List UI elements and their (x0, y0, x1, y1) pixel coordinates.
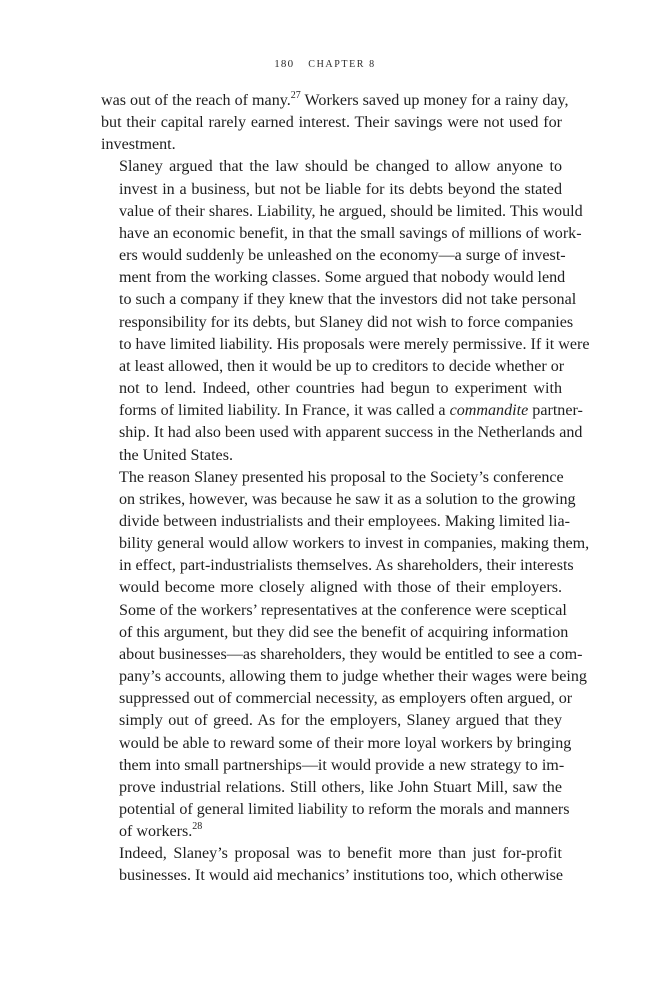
text-line: ers would suddenly be unleashed on the economy—a surge of invest- (119, 247, 566, 265)
text-line: ment from the working classes. Some argued that nobody would lend (119, 269, 566, 287)
text-line: to have limited liability. His proposals were merely permissive. If it were (119, 335, 590, 353)
page-number: 180 (274, 58, 295, 70)
text-line: investment. (101, 136, 176, 154)
text-line: at least allowed, then it would be up to creditors to decide whether or (119, 357, 565, 375)
text-line: businesses. It would aid mechanics’ institutions too, which otherwise (119, 867, 563, 885)
paragraph-3 (101, 467, 590, 844)
text-line: Indeed, Slaney’s proposal was to benefit more than just for-profit (119, 845, 562, 863)
footnote-marker-28: 28 (192, 820, 203, 832)
text-line: Slaney argued that the law should be changed to allow anyone to (119, 158, 562, 176)
text-line: but their capital rarely earned interest. Their savings were not used for (101, 114, 562, 132)
text-line: invest in a business, but not be liable for its debts beyond the stated (119, 180, 562, 198)
text-line: not to lend. Indeed, other countries had begun to experiment with (119, 380, 562, 398)
text-line: The reason Slaney presented his proposal to the Society’s conference (119, 468, 564, 486)
text-line: was out of the reach of many.$^{27}$ Workers saved up money for a rainy day, (101, 89, 569, 109)
text-line: on strikes, however, was because he saw it as a solution to the growing (119, 490, 576, 508)
paragraph-1 (101, 89, 569, 156)
text-line: the United States. (119, 446, 233, 464)
text-line: in effect, part-industrialists themselves. As shareholders, their interests (119, 557, 574, 575)
text-line: responsibility for its debts, but Slaney did not wish to force companies (119, 313, 574, 331)
text-line: have an economic benefit, in that the small savings of millions of work- (119, 224, 582, 242)
text-line: simply out of greed. As for the employers, Slaney argued that they (119, 712, 562, 730)
text-line: potential of general limited liability to reform the morals and manners (119, 801, 570, 818)
body-text (101, 89, 590, 888)
footnote-marker-27: 27 (290, 89, 301, 101)
text-line: them into small partnerships—it would provide a new strategy to im- (119, 756, 565, 774)
text-line: would become more closely aligned with those of their employers. (119, 579, 562, 597)
running-head (0, 58, 650, 70)
text-line: prove industrial relations. Still others, like John Stuart Mill, saw the (119, 778, 562, 796)
paragraph-4 (101, 843, 562, 887)
text-line: to such a company if they knew that the investors did not take personal (119, 291, 577, 309)
text-line: of workers.$^{28}$ (119, 820, 203, 841)
text-line: suppressed out of commercial necessity, as employers often argued, or (119, 690, 573, 708)
text-line: of this argument, but they did see the benefit of acquiring information (119, 623, 569, 641)
text-line: forms of limited liability. In France, it was called a commandite partner- (119, 402, 583, 420)
chapter-label: CHAPTER 8 (308, 59, 376, 70)
text-line: bility general would allow workers to invest in companies, making them, (119, 535, 590, 553)
text-line: would be able to reward some of their more loyal workers by bringing (119, 734, 572, 752)
paragraph-2 (101, 156, 590, 466)
text-line: ship. It had also been used with apparent success in the Netherlands and (119, 424, 583, 442)
text-line: about businesses—as shareholders, they would be entitled to see a com- (119, 645, 583, 663)
text-line: divide between industrialists and their employees. Making limited lia- (119, 512, 570, 530)
text-line: Some of the workers’ representatives at the conference were sceptical (119, 601, 567, 619)
text-line: value of their shares. Liability, he argued, should be limited. This would (119, 202, 583, 220)
text-line: pany’s accounts, allowing them to judge whether their wages were being (119, 668, 587, 686)
italic-term: commandite (449, 402, 529, 420)
